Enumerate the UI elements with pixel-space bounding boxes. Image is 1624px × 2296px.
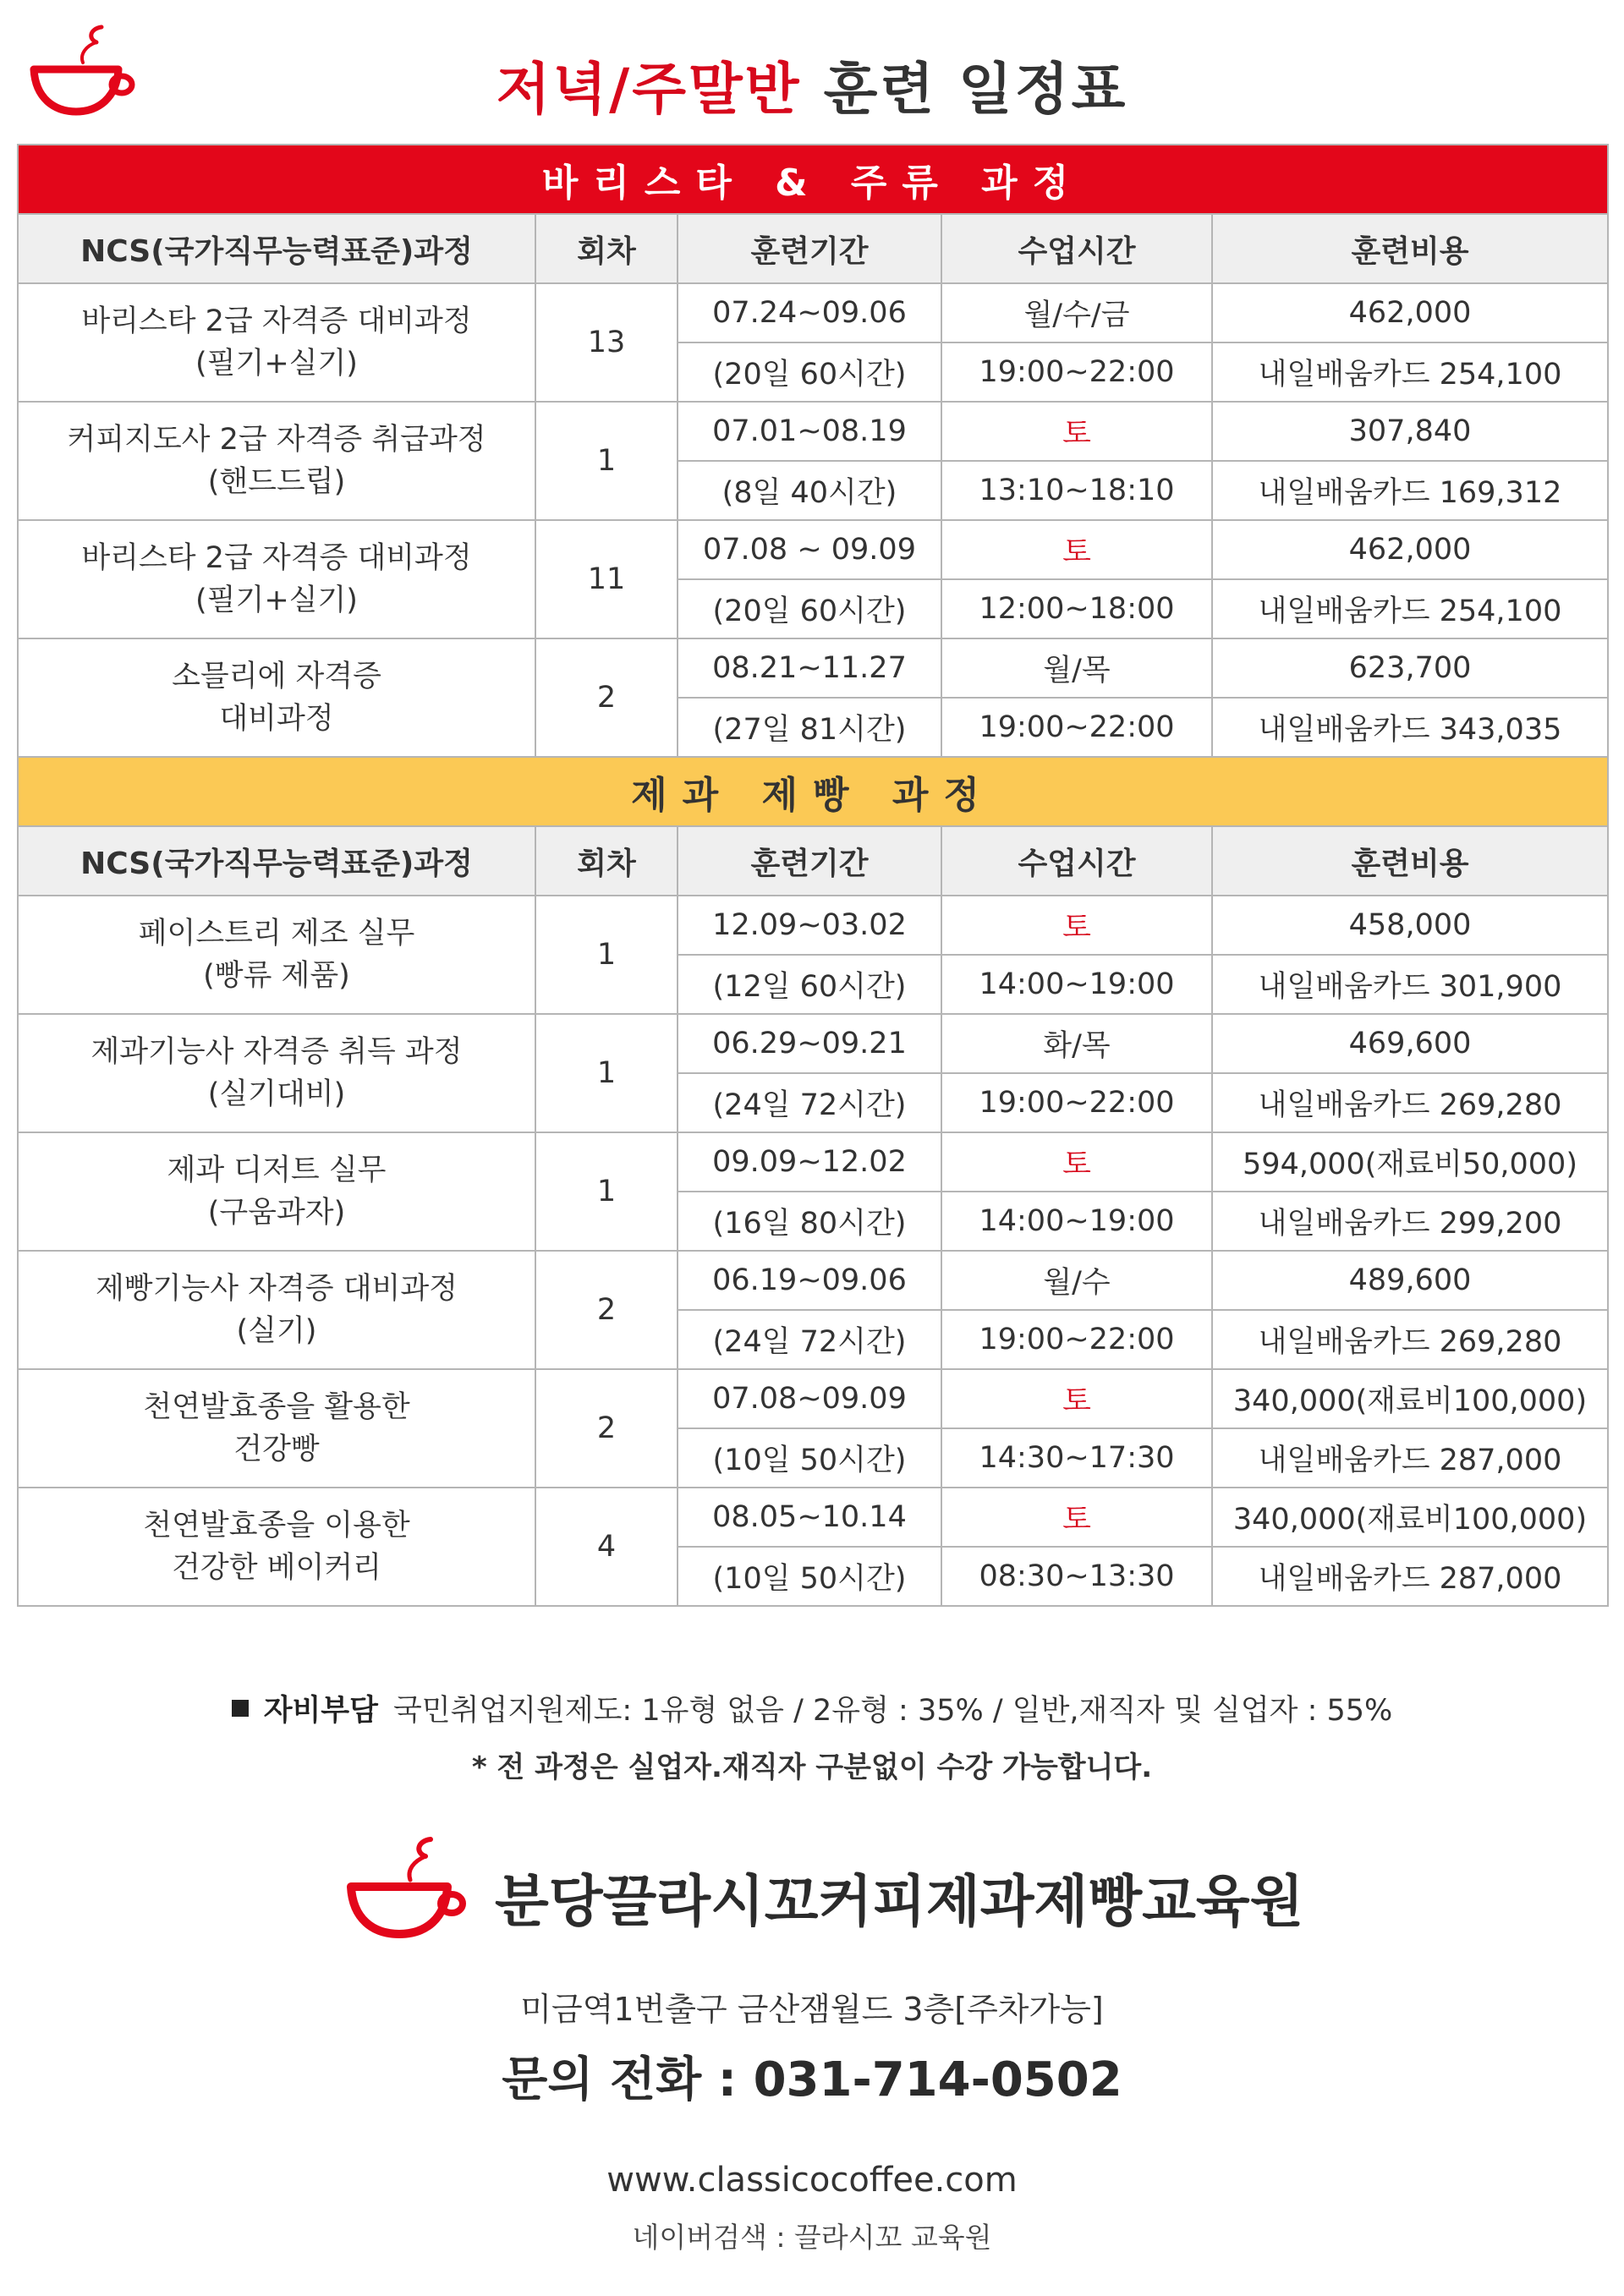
column-header: 훈련기간 [678, 826, 941, 896]
class-time: 19:00~22:00 [941, 698, 1212, 757]
round-cell: 2 [535, 1369, 678, 1488]
course-name: 제과 디저트 실무 [167, 1153, 387, 1187]
brand-block [0, 1831, 1624, 1949]
period-duration: (16일 80시간) [678, 1192, 941, 1251]
round-cell: 11 [535, 520, 678, 638]
class-time: 19:00~22:00 [941, 342, 1212, 402]
tuition-cost: 462,000 [1212, 283, 1608, 342]
class-days: 월/목 [941, 638, 1212, 698]
class-days: 토 [941, 896, 1212, 955]
class-days: 월/수/금 [941, 283, 1212, 342]
section-title: 바리스타 & 주류 과정 [18, 145, 1608, 214]
course-name-cell [18, 638, 535, 757]
course-subtitle: (실기) [236, 1314, 317, 1348]
class-days: 화/목 [941, 1014, 1212, 1073]
naver-search-note: 네이버검색 : 끌라시꼬 교육원 [632, 2221, 992, 2254]
round-cell: 1 [535, 1014, 678, 1132]
period-dates: 07.24~09.06 [678, 283, 941, 342]
card-cost: 내일배움카드 254,100 [1212, 579, 1608, 638]
tuition-cost: 340,000(재료비100,000) [1212, 1488, 1608, 1547]
course-name: 페이스트리 제조 실무 [138, 917, 415, 951]
round-cell: 1 [535, 896, 678, 1014]
course-name: 바리스타 2급 자격증 대비과정 [81, 304, 472, 338]
tuition-cost: 462,000 [1212, 520, 1608, 579]
page-title [0, 44, 1624, 124]
card-cost: 내일배움카드 269,280 [1212, 1073, 1608, 1132]
round-cell: 2 [535, 638, 678, 757]
section-title: 제과 제빵 과정 [18, 757, 1608, 826]
course-subtitle: (실기대비) [207, 1077, 346, 1111]
section-header [18, 145, 1608, 214]
column-header-row [18, 214, 1608, 283]
class-time: 14:30~17:30 [941, 1428, 1212, 1488]
class-time: 13:10~18:10 [941, 461, 1212, 520]
title-part1: 저녁/주말반 [496, 57, 802, 122]
class-time: 12:00~18:00 [941, 579, 1212, 638]
course-name: 천연발효종을 활용한 [143, 1390, 410, 1424]
period-duration: (8일 40시간) [678, 461, 941, 520]
period-duration: (20일 60시간) [678, 342, 941, 402]
tuition-cost: 307,840 [1212, 402, 1608, 461]
class-time: 14:00~19:00 [941, 1192, 1212, 1251]
table-row [18, 1251, 1608, 1310]
course-name: 제과기능사 자격증 취득 과정 [91, 1035, 463, 1069]
column-header: 훈련비용 [1212, 214, 1608, 283]
period-duration: (20일 60시간) [678, 579, 941, 638]
column-header: 회차 [535, 826, 678, 896]
tuition-cost: 623,700 [1212, 638, 1608, 698]
course-name-cell [18, 283, 535, 402]
table-row [18, 520, 1608, 579]
round-cell: 1 [535, 402, 678, 520]
class-days: 월/수 [941, 1251, 1212, 1310]
class-time: 19:00~22:00 [941, 1310, 1212, 1369]
period-duration: (12일 60시간) [678, 955, 941, 1014]
section-header [18, 757, 1608, 826]
period-dates: 09.09~12.02 [678, 1132, 941, 1192]
column-header: 훈련비용 [1212, 826, 1608, 896]
table-row [18, 1369, 1608, 1428]
column-header: NCS(국가직무능력표준)과정 [18, 214, 535, 283]
class-days: 토 [941, 1132, 1212, 1192]
table-row [18, 1014, 1608, 1073]
tuition-cost: 458,000 [1212, 896, 1608, 955]
period-duration: (24일 72시간) [678, 1310, 941, 1369]
course-subtitle: 건강빵 [233, 1433, 320, 1466]
class-time: 08:30~13:30 [941, 1547, 1212, 1606]
class-days: 토 [941, 1488, 1212, 1547]
course-subtitle: (핸드드립) [207, 465, 346, 499]
coffee-cup-logo-icon [343, 1831, 469, 1941]
column-header-row [18, 826, 1608, 896]
period-dates: 07.08 ~ 09.09 [678, 520, 941, 579]
course-name-cell [18, 896, 535, 1014]
course-name: 제빵기능사 자격증 대비과정 [96, 1272, 458, 1306]
self-burden-label: 자비부담 [263, 1694, 378, 1728]
self-burden-note [0, 1687, 1624, 1729]
course-subtitle: (빵류 제품) [203, 959, 350, 993]
round-cell: 2 [535, 1251, 678, 1369]
course-name-cell [18, 1369, 535, 1488]
website-link[interactable]: www.classicocoffee.com [606, 2161, 1018, 2200]
course-name: 커피지도사 2급 자격증 취급과정 [67, 423, 486, 457]
card-cost: 내일배움카드 254,100 [1212, 342, 1608, 402]
card-cost: 내일배움카드 169,312 [1212, 461, 1608, 520]
card-cost: 내일배움카드 299,200 [1212, 1192, 1608, 1251]
tuition-cost: 469,600 [1212, 1014, 1608, 1073]
table-row [18, 896, 1608, 955]
enrollment-note: * 전 과정은 실업자.재직자 구분없이 수강 가능합니다. [471, 1751, 1153, 1784]
column-header: 수업시간 [941, 826, 1212, 896]
card-cost: 내일배움카드 287,000 [1212, 1547, 1608, 1606]
round-cell: 1 [535, 1132, 678, 1251]
card-cost: 내일배움카드 287,000 [1212, 1428, 1608, 1488]
card-cost: 내일배움카드 343,035 [1212, 698, 1608, 757]
course-name: 소믈리에 자격증 [172, 660, 381, 693]
course-subtitle: 건강한 베이커리 [172, 1551, 381, 1585]
tuition-cost: 594,000(재료비50,000) [1212, 1132, 1608, 1192]
period-duration: (24일 72시간) [678, 1073, 941, 1132]
class-time: 19:00~22:00 [941, 1073, 1212, 1132]
course-subtitle: (필기+실기) [195, 584, 358, 617]
self-burden-text: 국민취업지원제도: 1유형 없음 / 2유형 : 35% / 일반,재직자 및 실업자 : 55% [392, 1694, 1393, 1728]
round-cell: 13 [535, 283, 678, 402]
address: 미금역1번출구 금산잼월드 3층[주차가능] [520, 1991, 1104, 2028]
course-name-cell [18, 1251, 535, 1369]
tuition-cost: 489,600 [1212, 1251, 1608, 1310]
card-cost: 내일배움카드 301,900 [1212, 955, 1608, 1014]
period-duration: (27일 81시간) [678, 698, 941, 757]
course-name-cell [18, 1132, 535, 1251]
table-row [18, 402, 1608, 461]
phone-number: 문의 전화 : 031-714-0502 [502, 2052, 1122, 2107]
period-dates: 08.05~10.14 [678, 1488, 941, 1547]
course-name-cell [18, 520, 535, 638]
course-name: 천연발효종을 이용한 [143, 1509, 410, 1543]
title-part2: 훈련 일정표 [823, 57, 1128, 122]
period-dates: 06.29~09.21 [678, 1014, 941, 1073]
column-header: NCS(국가직무능력표준)과정 [18, 826, 535, 896]
brand-name: 분당끌라시꼬커피제과제빵교육원 [495, 1869, 1304, 1934]
course-subtitle: (구움과자) [207, 1196, 346, 1230]
column-header: 훈련기간 [678, 214, 941, 283]
period-dates: 12.09~03.02 [678, 896, 941, 955]
table-row [18, 283, 1608, 342]
course-name: 바리스타 2급 자격증 대비과정 [81, 541, 472, 575]
period-dates: 08.21~11.27 [678, 638, 941, 698]
course-name-cell [18, 402, 535, 520]
square-bullet-icon [232, 1700, 249, 1717]
class-days: 토 [941, 402, 1212, 461]
period-dates: 07.08~09.09 [678, 1369, 941, 1428]
schedule-table [17, 144, 1609, 1607]
course-subtitle: 대비과정 [219, 702, 334, 736]
class-days: 토 [941, 1369, 1212, 1428]
period-dates: 07.01~08.19 [678, 402, 941, 461]
course-name-cell [18, 1488, 535, 1606]
tuition-cost: 340,000(재료비100,000) [1212, 1369, 1608, 1428]
table-row [18, 1132, 1608, 1192]
column-header: 수업시간 [941, 214, 1212, 283]
column-header: 회차 [535, 214, 678, 283]
course-subtitle: (필기+실기) [195, 347, 358, 381]
round-cell: 4 [535, 1488, 678, 1606]
table-row [18, 1488, 1608, 1547]
card-cost: 내일배움카드 269,280 [1212, 1310, 1608, 1369]
class-time: 14:00~19:00 [941, 955, 1212, 1014]
class-days: 토 [941, 520, 1212, 579]
period-duration: (10일 50시간) [678, 1547, 941, 1606]
table-row [18, 638, 1608, 698]
period-duration: (10일 50시간) [678, 1428, 941, 1488]
course-name-cell [18, 1014, 535, 1132]
period-dates: 06.19~09.06 [678, 1251, 941, 1310]
